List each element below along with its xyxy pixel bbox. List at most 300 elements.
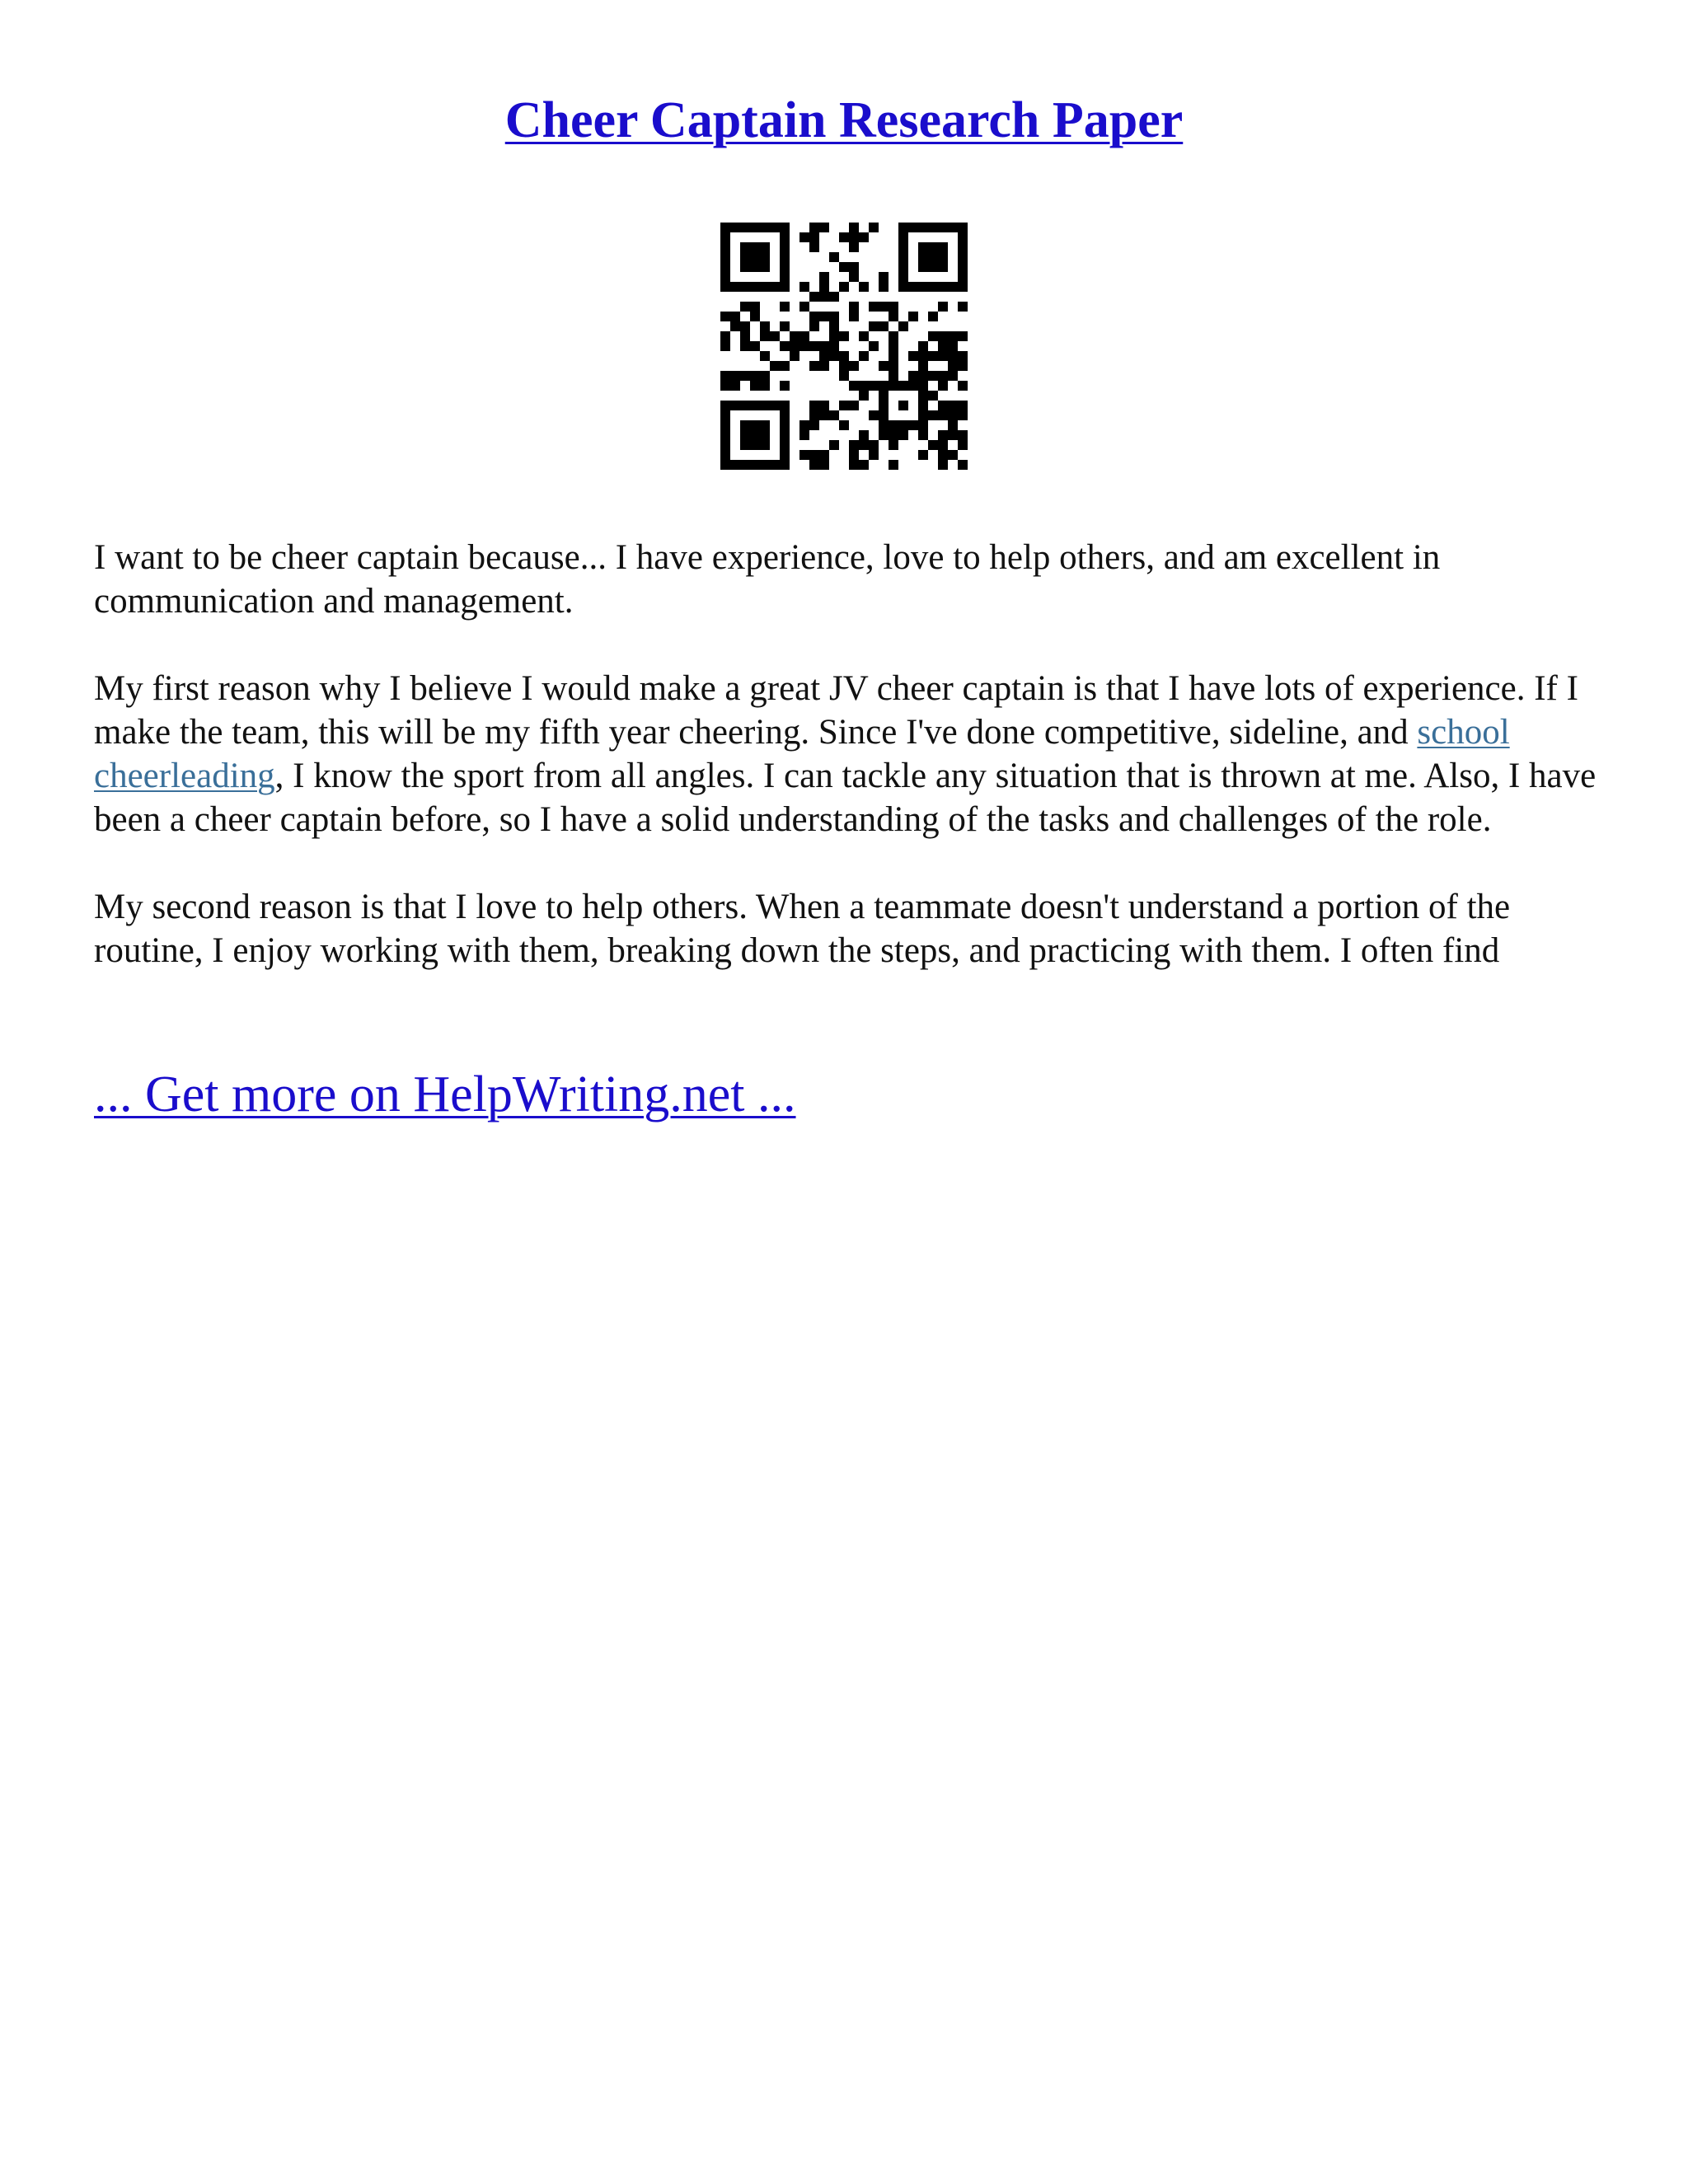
qr-module <box>879 282 889 292</box>
qr-module <box>958 430 968 440</box>
qr-module <box>740 341 750 351</box>
qr-module <box>720 282 730 292</box>
qr-module <box>849 272 859 282</box>
qr-module <box>750 252 760 262</box>
qr-module <box>819 460 829 470</box>
qr-module <box>720 252 730 262</box>
qr-module <box>760 351 770 361</box>
qr-module <box>799 331 809 341</box>
qr-module <box>720 272 730 282</box>
qr-module <box>829 440 839 450</box>
qr-module <box>760 401 770 410</box>
qr-module <box>750 440 760 450</box>
qr-module <box>869 223 879 232</box>
qr-module <box>879 361 889 371</box>
qr-module <box>740 331 750 341</box>
qr-module <box>819 312 829 321</box>
qr-module <box>918 223 928 232</box>
qr-module <box>889 302 898 312</box>
qr-module <box>780 282 790 292</box>
article-body <box>94 536 1602 1016</box>
qr-module <box>849 302 859 312</box>
qr-module <box>839 331 849 341</box>
qr-module <box>780 410 790 420</box>
qr-module <box>740 440 750 450</box>
qr-module <box>938 440 948 450</box>
qr-module <box>938 252 948 262</box>
qr-module <box>898 272 908 282</box>
qr-module <box>819 292 829 302</box>
qr-module <box>720 232 730 242</box>
qr-module <box>889 312 898 321</box>
qr-module <box>918 282 928 292</box>
qr-module <box>829 410 839 420</box>
qr-module <box>819 450 829 460</box>
qr-module <box>720 262 730 272</box>
qr-module <box>780 232 790 242</box>
qr-module <box>740 460 750 470</box>
qr-module <box>799 232 809 242</box>
qr-module <box>760 242 770 252</box>
qr-module <box>948 450 958 460</box>
qr-module <box>938 242 948 252</box>
qr-module <box>948 410 958 420</box>
qr-module <box>879 381 889 391</box>
qr-module <box>809 292 819 302</box>
qr-module <box>918 381 928 391</box>
qr-module <box>730 282 740 292</box>
qr-module <box>938 223 948 232</box>
qr-module <box>918 361 928 371</box>
qr-module <box>790 341 799 351</box>
qr-module <box>750 420 760 430</box>
qr-module <box>849 460 859 470</box>
qr-module <box>839 232 849 242</box>
qr-module <box>780 262 790 272</box>
qr-module <box>928 312 938 321</box>
qr-module <box>819 401 829 410</box>
qr-module <box>918 252 928 262</box>
qr-module <box>730 223 740 232</box>
qr-module <box>958 410 968 420</box>
qr-module <box>730 371 740 381</box>
qr-module <box>829 312 839 321</box>
qr-module <box>918 430 928 440</box>
qr-module <box>859 282 869 292</box>
qr-module <box>839 420 849 430</box>
qr-module <box>958 252 968 262</box>
qr-module <box>958 401 968 410</box>
qr-module <box>720 341 730 351</box>
qr-module <box>809 460 819 470</box>
qr-module <box>938 262 948 272</box>
qr-module <box>740 321 750 331</box>
qr-module <box>938 331 948 341</box>
qr-module <box>750 242 760 252</box>
qr-module <box>730 381 740 391</box>
qr-module <box>790 331 799 341</box>
qr-module <box>898 232 908 242</box>
qr-module <box>809 232 819 242</box>
qr-module <box>928 282 938 292</box>
qr-module <box>809 401 819 410</box>
qr-module <box>829 292 839 302</box>
qr-module <box>750 312 760 321</box>
qr-module <box>869 440 879 450</box>
cheerleading-link[interactable]: cheerleading <box>94 757 275 795</box>
page-title <box>0 87 1688 153</box>
qr-module <box>730 321 740 331</box>
qr-module <box>958 232 968 242</box>
qr-module <box>799 282 809 292</box>
qr-module <box>780 381 790 391</box>
qr-module <box>780 341 790 351</box>
qr-module <box>799 420 809 430</box>
qr-module <box>780 361 790 371</box>
qr-module <box>809 341 819 351</box>
qr-module <box>948 282 958 292</box>
qr-module <box>869 302 879 312</box>
qr-module <box>958 351 968 361</box>
qr-module <box>770 223 780 232</box>
qr-module <box>869 341 879 351</box>
qr-module <box>898 401 908 410</box>
qr-module <box>819 341 829 351</box>
qr-module <box>948 351 958 361</box>
qr-module <box>740 430 750 440</box>
qr-module <box>740 302 750 312</box>
qr-module <box>760 430 770 440</box>
qr-module <box>770 401 780 410</box>
qr-module <box>928 262 938 272</box>
get-more-link[interactable]: ... Get more on HelpWriting.net ... <box>94 1066 796 1122</box>
qr-module <box>750 430 760 440</box>
qr-module <box>720 430 730 440</box>
qr-module <box>839 361 849 371</box>
qr-module <box>849 223 859 232</box>
qr-module <box>859 331 869 341</box>
qr-module <box>819 351 829 361</box>
qr-module <box>720 242 730 252</box>
qr-module <box>928 440 938 450</box>
qr-module <box>928 410 938 420</box>
qr-module <box>740 371 750 381</box>
qr-module <box>889 341 898 351</box>
qr-module <box>760 381 770 391</box>
qr-module <box>720 371 730 381</box>
qr-module <box>799 341 809 351</box>
qr-module <box>809 420 819 430</box>
qr-module <box>938 371 948 381</box>
qr-module <box>750 282 760 292</box>
qr-module <box>750 381 760 391</box>
qr-module <box>938 450 948 460</box>
qr-module <box>948 223 958 232</box>
qr-module <box>879 391 889 401</box>
qr-module <box>819 223 829 232</box>
qr-module <box>799 430 809 440</box>
qr-module <box>918 341 928 351</box>
qr-module <box>869 381 879 391</box>
qr-module <box>879 430 889 440</box>
qr-module <box>839 351 849 361</box>
qr-module <box>879 272 889 282</box>
qr-module <box>770 282 780 292</box>
qr-module <box>819 282 829 292</box>
qr-module <box>918 401 928 410</box>
qr-module <box>720 450 730 460</box>
qr-module <box>869 410 879 420</box>
qr-module <box>859 381 869 391</box>
qr-module <box>869 450 879 460</box>
qr-module <box>889 381 898 391</box>
qr-module <box>809 321 819 331</box>
qr-module <box>859 232 869 242</box>
qr-module <box>958 381 968 391</box>
qr-module <box>760 460 770 470</box>
qr-module <box>809 242 819 252</box>
qr-module <box>938 351 948 361</box>
qr-module <box>829 252 839 262</box>
qr-module <box>799 302 809 312</box>
qr-module <box>908 351 918 361</box>
qr-module <box>770 331 780 341</box>
qr-module <box>918 242 928 252</box>
qr-module <box>898 223 908 232</box>
qr-module <box>829 321 839 331</box>
qr-module <box>958 361 968 371</box>
qr-module <box>958 262 968 272</box>
qr-module <box>780 252 790 262</box>
qr-module <box>849 450 859 460</box>
qr-module <box>918 420 928 430</box>
qr-module <box>740 282 750 292</box>
qr-module <box>730 401 740 410</box>
qr-module <box>829 351 839 361</box>
qr-module <box>918 410 928 420</box>
qr-module <box>780 242 790 252</box>
qr-module <box>780 420 790 430</box>
qr-module <box>849 401 859 410</box>
qr-module <box>859 351 869 361</box>
qr-module <box>750 460 760 470</box>
qr-module <box>720 440 730 450</box>
qr-module <box>780 272 790 282</box>
qr-module <box>928 391 938 401</box>
qr-module <box>809 450 819 460</box>
qr-module <box>908 420 918 430</box>
qr-module <box>720 312 730 321</box>
qr-module <box>750 371 760 381</box>
qr-module <box>889 460 898 470</box>
qr-module <box>948 371 958 381</box>
qr-module <box>839 282 849 292</box>
school-link[interactable]: school <box>1417 713 1510 752</box>
qr-module <box>898 242 908 252</box>
paragraph-2-text-start: My first reason why I believe I would make a great JV cheer captain is that I have lots of experience. If I make the team, this will be my fifth year cheering. Since I've done competitive, sideline, and <box>94 669 1578 752</box>
paragraph-2-text-end: , I know the sport from all angles. I can tackle any situation that is thrown at me. Also, I have been a cheer captain before, so I have a solid understanding of the tasks and challenges of the role. <box>94 757 1597 839</box>
qr-module <box>849 242 859 252</box>
qr-module <box>849 232 859 242</box>
qr-module <box>958 223 968 232</box>
qr-module <box>928 252 938 262</box>
qr-module <box>780 302 790 312</box>
qr-module <box>849 381 859 391</box>
qr-module <box>750 223 760 232</box>
paragraph-1: I want to be cheer captain because... I have experience, love to help others, and am excellent in communication and management. <box>94 538 1441 621</box>
more-link-container <box>94 1063 796 1126</box>
qr-module <box>938 460 948 470</box>
qr-module <box>859 440 869 450</box>
qr-module <box>790 351 799 361</box>
qr-module <box>948 420 958 430</box>
qr-module <box>889 430 898 440</box>
qr-module <box>760 440 770 450</box>
qr-module <box>948 331 958 341</box>
qr-module <box>869 321 879 331</box>
qr-module <box>839 262 849 272</box>
paragraph-3: My second reason is that I love to help others. When a teammate doesn't understand a portion of the routine, I enjoy working with them, breaking down the steps, and practicing with them. I often find <box>94 888 1511 970</box>
qr-module <box>898 321 908 331</box>
qr-module <box>889 371 898 381</box>
qr-module <box>898 282 908 292</box>
qr-module <box>879 302 889 312</box>
qr-module <box>819 272 829 282</box>
qr-module <box>938 430 948 440</box>
qr-code-image <box>720 223 968 470</box>
qr-module <box>730 460 740 470</box>
qr-module <box>948 361 958 371</box>
qr-module <box>889 440 898 450</box>
qr-module <box>958 242 968 252</box>
qr-module <box>720 401 730 410</box>
qr-code-icon <box>720 223 968 470</box>
qr-module <box>829 331 839 341</box>
qr-module <box>898 262 908 272</box>
qr-module <box>879 321 889 331</box>
qr-module <box>740 242 750 252</box>
qr-module <box>839 401 849 410</box>
qr-module <box>780 460 790 470</box>
qr-module <box>879 401 889 410</box>
qr-module <box>918 391 928 401</box>
qr-module <box>819 361 829 371</box>
qr-module <box>958 282 968 292</box>
qr-module <box>928 351 938 361</box>
qr-module <box>908 371 918 381</box>
qr-module <box>938 282 948 292</box>
qr-module <box>720 331 730 341</box>
qr-module <box>720 460 730 470</box>
qr-module <box>938 410 948 420</box>
qr-module <box>938 381 948 391</box>
qr-module <box>770 361 780 371</box>
paragraph-2 <box>94 667 1602 841</box>
qr-module <box>958 272 968 282</box>
qr-module <box>918 371 928 381</box>
qr-module <box>948 430 958 440</box>
qr-module <box>760 331 770 341</box>
qr-module <box>770 460 780 470</box>
qr-module <box>898 252 908 262</box>
qr-module <box>938 341 948 351</box>
qr-module <box>760 252 770 262</box>
qr-module <box>859 460 869 470</box>
qr-module <box>849 440 859 450</box>
qr-module <box>849 361 859 371</box>
qr-module <box>958 460 968 470</box>
qr-module <box>740 420 750 430</box>
qr-module <box>720 381 730 391</box>
qr-module <box>740 401 750 410</box>
qr-module <box>918 450 928 460</box>
qr-module <box>898 420 908 430</box>
qr-module <box>918 351 928 361</box>
qr-module <box>908 312 918 321</box>
qr-module <box>750 302 760 312</box>
qr-module <box>948 401 958 410</box>
qr-module <box>750 262 760 272</box>
qr-module <box>780 401 790 410</box>
qr-module <box>938 401 948 410</box>
qr-module <box>780 321 790 331</box>
qr-module <box>809 361 819 371</box>
qr-module <box>740 252 750 262</box>
qr-module <box>740 262 750 272</box>
qr-module <box>809 312 819 321</box>
qr-module <box>809 223 819 232</box>
qr-module <box>720 420 730 430</box>
qr-module <box>918 262 928 272</box>
qr-module <box>908 282 918 292</box>
qr-module <box>829 341 839 351</box>
qr-module <box>760 262 770 272</box>
qr-module <box>898 430 908 440</box>
qr-module <box>958 440 968 450</box>
qr-module <box>750 401 760 410</box>
qr-module <box>908 381 918 391</box>
qr-module <box>720 223 730 232</box>
qr-module <box>780 430 790 440</box>
qr-module <box>889 361 898 371</box>
qr-module <box>780 450 790 460</box>
qr-module <box>760 282 770 292</box>
qr-module <box>948 341 958 351</box>
qr-module <box>730 312 740 321</box>
qr-module <box>889 420 898 430</box>
qr-module <box>839 371 849 381</box>
qr-module <box>859 391 869 401</box>
title-link[interactable]: Cheer Captain Research Paper <box>504 92 1184 148</box>
qr-module <box>908 223 918 232</box>
qr-module <box>958 302 968 312</box>
qr-module <box>799 450 809 460</box>
qr-module <box>750 341 760 351</box>
qr-module <box>928 331 938 341</box>
qr-module <box>760 321 770 331</box>
qr-module <box>720 410 730 420</box>
qr-module <box>780 440 790 450</box>
qr-module <box>760 420 770 430</box>
qr-module <box>889 351 898 361</box>
qr-module <box>938 302 948 312</box>
qr-module <box>898 381 908 391</box>
qr-module <box>928 371 938 381</box>
qr-module <box>889 331 898 341</box>
qr-module <box>760 371 770 381</box>
qr-module <box>928 242 938 252</box>
qr-module <box>760 223 770 232</box>
